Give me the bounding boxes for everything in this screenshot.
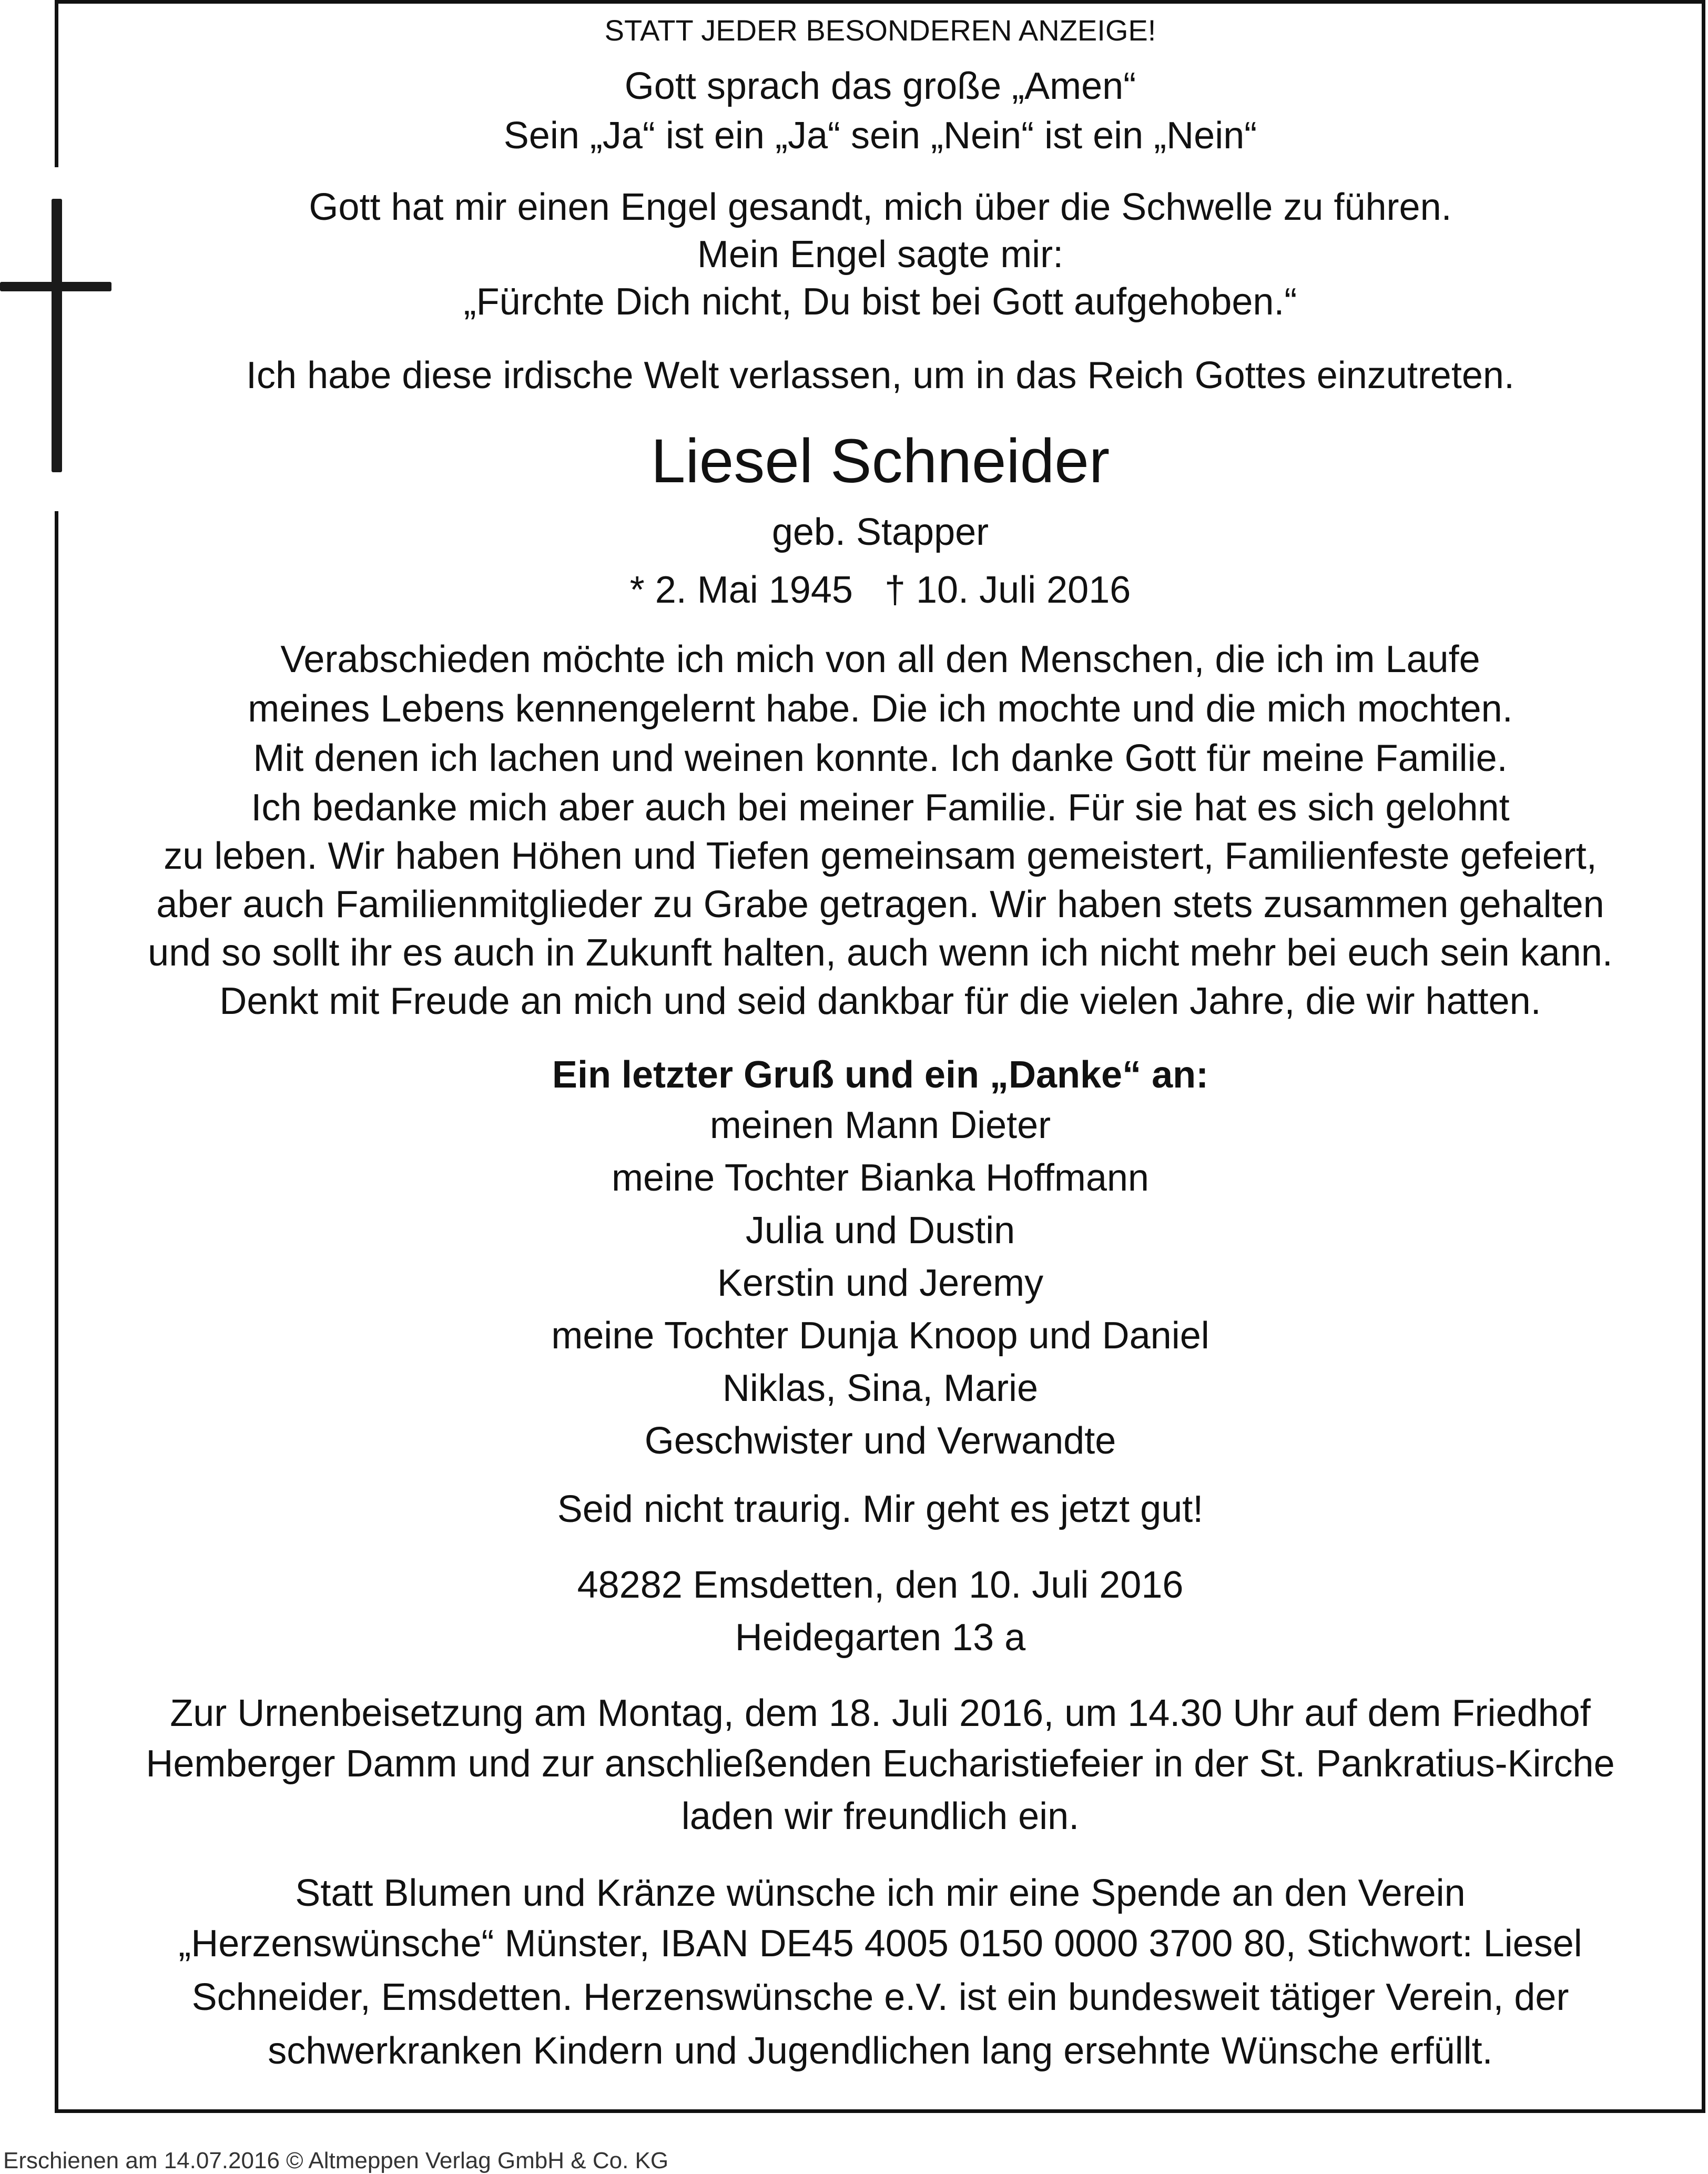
frame-border-left-lower <box>55 511 58 2113</box>
funeral-line: laden wir freundlich ein. <box>681 1795 1080 1837</box>
mourner-line: meine Tochter Dunja Knoop und Daniel <box>551 1315 1209 1357</box>
life-dates: * 2. Mai 1945 † 10. Juli 2016 <box>629 569 1131 611</box>
publication-footer: Erschienen am 14.07.2016 © Altmeppen Verlag GmbH & Co. KG <box>3 2148 669 2173</box>
verse-line: Mein Engel sagte mir: <box>697 233 1064 276</box>
donation-line: schwerkranken Kindern und Jugendlichen lang ersehnte Wünsche erfüllt. <box>268 2030 1493 2072</box>
donation-line: „Herzenswünsche“ Münster, IBAN DE45 4005 0150 0000 3700 80, Stichwort: Liesel <box>178 1923 1582 1965</box>
notice-header: STATT JEDER BESONDEREN ANZEIGE! <box>604 14 1156 47</box>
deceased-name: Liesel Schneider <box>650 426 1110 496</box>
closing-line: Seid nicht traurig. Mir geht es jetzt gut! <box>557 1488 1204 1530</box>
mourner-line: Geschwister und Verwandte <box>644 1420 1116 1462</box>
farewell-line: Ich bedanke mich aber auch bei meiner Familie. Für sie hat es sich gelohnt <box>251 787 1510 829</box>
farewell-line: Denkt mit Freude an mich und seid dankbar für die vielen Jahre, die wir hatten. <box>219 980 1541 1022</box>
mourner-line: Julia und Dustin <box>745 1210 1015 1252</box>
farewell-line: und so sollt ihr es auch in Zukunft halten, auch wenn ich nicht mehr bei euch sein kann. <box>148 932 1613 974</box>
verse-line: Gott hat mir einen Engel gesandt, mich über die Schwelle zu führen. <box>309 186 1452 228</box>
verse-line: Gott sprach das große „Amen“ <box>624 65 1136 107</box>
farewell-line: Verabschieden möchte ich mich von all den Menschen, die ich im Laufe <box>280 638 1480 680</box>
frame-border-bottom <box>55 2109 1705 2113</box>
frame-border-top <box>55 0 1705 4</box>
verse-line: „Fürchte Dich nicht, Du bist bei Gott aufgehoben.“ <box>463 281 1297 323</box>
donation-line: Statt Blumen und Kränze wünsche ich mir eine Spende an den Verein <box>295 1872 1466 1914</box>
farewell-line: Mit denen ich lachen und weinen konnte. Ich danke Gott für meine Familie. <box>253 737 1508 779</box>
verse-line: Sein „Ja“ ist ein „Ja“ sein „Nein“ ist ein „Nein“ <box>503 115 1257 157</box>
address-line: Heidegarten 13 a <box>735 1617 1026 1659</box>
mourner-line: meine Tochter Bianka Hoffmann <box>612 1157 1149 1199</box>
donation-line: Schneider, Emsdetten. Herzenswünsche e.V. ist ein bundesweit tätiger Verein, der <box>191 1976 1569 2018</box>
mourner-line: Kerstin und Jeremy <box>717 1262 1044 1304</box>
thanks-heading: Ein letzter Gruß und ein „Danke“ an: <box>552 1054 1209 1096</box>
birth-name: geb. Stapper <box>771 511 989 553</box>
mourner-line: Niklas, Sina, Marie <box>722 1367 1039 1409</box>
farewell-line: aber auch Familienmitglieder zu Grabe getragen. Wir haben stets zusammen gehalten <box>156 883 1604 926</box>
address-line: 48282 Emsdetten, den 10. Juli 2016 <box>577 1564 1184 1606</box>
funeral-line: Hemberger Damm und zur anschließenden Eucharistiefeier in der St. Pankratius-Kirche <box>146 1743 1615 1785</box>
funeral-line: Zur Urnenbeisetzung am Montag, dem 18. Juli 2016, um 14.30 Uhr auf dem Friedhof <box>170 1692 1591 1734</box>
verse-line: Ich habe diese irdische Welt verlassen, um in das Reich Gottes einzutreten. <box>246 354 1514 397</box>
farewell-line: meines Lebens kennengelernt habe. Die ich mochte und die mich mochten. <box>248 688 1513 730</box>
mourner-line: meinen Mann Dieter <box>709 1104 1051 1146</box>
farewell-line: zu leben. Wir haben Höhen und Tiefen gemeinsam gemeistert, Familienfeste gefeiert, <box>164 835 1597 877</box>
frame-border-left-upper <box>55 0 58 167</box>
frame-border-right <box>1702 0 1705 2113</box>
